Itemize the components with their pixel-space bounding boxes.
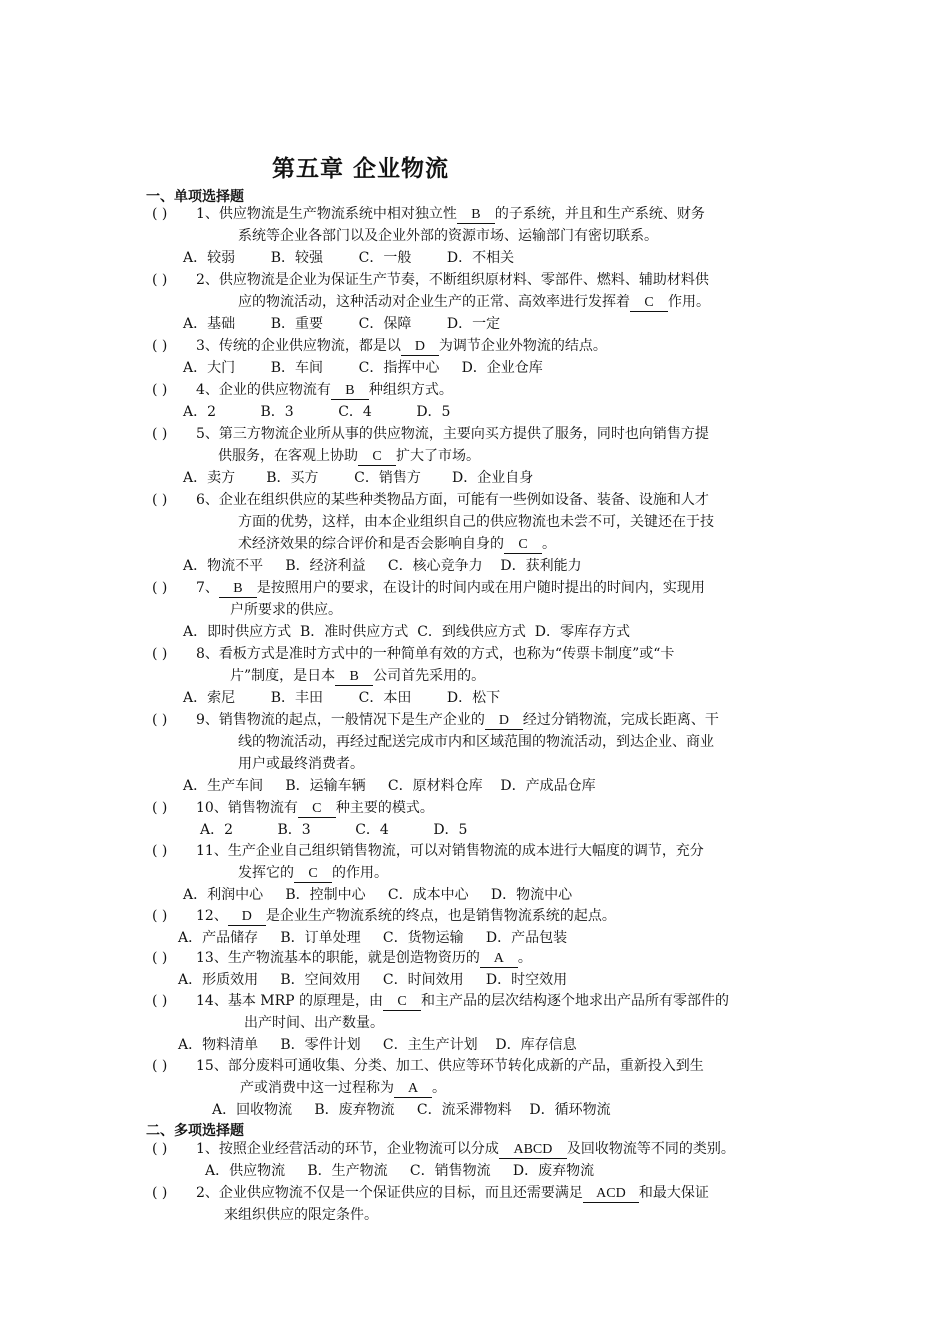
question-stem (196, 269, 808, 313)
question-stem (196, 1138, 808, 1160)
answer-parenthesis[interactable]: ( ) (152, 1185, 168, 1201)
question-text: 7、 (196, 580, 219, 596)
filled-answer-blank: ACD (583, 1185, 639, 1203)
question-text: 4、企业的供应物流有 (196, 382, 331, 398)
answer-options: A．较弱 B．较强 C．一般 D．不相关 (183, 250, 515, 266)
question-text: 1、供应物流是生产物流系统中相对独立性 (196, 206, 457, 222)
answer-options: A．利润中心 B．控制中心 C．成本中心 D．物流中心 (183, 887, 573, 903)
question-text: 作用。 (668, 294, 710, 310)
question-text: 系统等企业各部门以及企业外部的资源市场、运输部门有密切联系。 (238, 228, 658, 244)
question-text: 12、 (196, 908, 228, 924)
question-text: 的作用。 (332, 865, 388, 881)
answer-options: A．生产车间 B．运输车辆 C．原材料仓库 D．产成品仓库 (183, 778, 596, 794)
question-text: 为调节企业外物流的结点。 (438, 338, 607, 354)
question-text: 种组织方式。 (368, 382, 453, 398)
question-text: 5、第三方物流企业所从事的供应物流，主要向买方提供了服务，同时也向销售方提 (196, 426, 709, 442)
question-text: 产或消费中这一过程称为 (240, 1080, 394, 1096)
question-text: 是企业生产物流系统的终点，也是销售物流系统的起点。 (265, 908, 616, 924)
answer-parenthesis[interactable]: ( ) (152, 492, 168, 508)
question-text: 种主要的模式。 (335, 800, 434, 816)
question-text: 公司首先采用的。 (373, 668, 486, 684)
question-text: 经过分销物流，完成长距离、干 (522, 712, 719, 728)
question-text: 13、生产物流基本的职能，就是创造物资历的 (196, 950, 480, 966)
question-text: 出产时间、出产数量。 (244, 1015, 384, 1031)
filled-answer-blank: C (294, 865, 332, 883)
question-text: 和主产品的层次结构逐个地求出产品所有零部件的 (421, 993, 730, 1009)
filled-answer-blank: C (358, 448, 396, 466)
answer-parenthesis[interactable]: ( ) (152, 712, 168, 728)
question-text: 6、企业在组织供应的某些种类物品方面，可能有一些例如设备、装备、设施和人才 (196, 492, 709, 508)
answer-options: A．卖方 B．买方 C．销售方 D．企业自身 (183, 470, 534, 486)
filled-answer-blank: C (504, 536, 542, 554)
question-stem (196, 1182, 808, 1226)
question-text: 用户或最终消费者。 (238, 756, 364, 772)
answer-options: A．索尼 B．丰田 C．本田 D．松下 (183, 690, 501, 706)
question-text: 9、销售物流的起点，一般情况下是生产企业的 (196, 712, 485, 728)
question-text: 应的物流活动，这种活动对企业生产的正常、高效率进行发挥着 (238, 294, 630, 310)
question-stem (196, 840, 808, 884)
answer-parenthesis[interactable]: ( ) (152, 382, 168, 398)
answer-options: A．基础 B．重要 C．保障 D．一定 (183, 316, 501, 332)
question-text: 。 (542, 536, 556, 552)
question-text: 。 (517, 950, 532, 966)
filled-answer-blank: B (331, 382, 369, 400)
question-text: 3、传统的企业供应物流，都是以 (196, 338, 401, 354)
question-stem (196, 577, 808, 621)
answer-parenthesis[interactable]: ( ) (152, 206, 168, 222)
answer-options: A．即时供应方式 B．准时供应方式 C．到线供应方式 D．零库存方式 (183, 624, 631, 640)
answer-parenthesis[interactable]: ( ) (152, 646, 168, 662)
question-text: 2、企业供应物流不仅是一个保证供应的目标，而且还需要满足 (196, 1185, 583, 1201)
answer-parenthesis[interactable]: ( ) (152, 272, 168, 288)
filled-answer-blank: B (457, 206, 495, 224)
question-text: 片”制度，是日本 (230, 668, 336, 684)
answer-options: A．物流不平 B．经济利益 C．核心竞争力 D．获利能力 (183, 558, 582, 574)
answer-parenthesis[interactable]: ( ) (152, 950, 168, 966)
answer-parenthesis[interactable]: ( ) (152, 993, 168, 1009)
question-stem (196, 905, 808, 927)
question-stem (196, 1055, 808, 1099)
section-heading-multiple: 二、多项选择题 (146, 1123, 244, 1139)
answer-parenthesis[interactable]: ( ) (152, 1141, 168, 1157)
answer-parenthesis[interactable]: ( ) (152, 800, 168, 816)
question-text: 来组织供应的限定条件。 (224, 1207, 378, 1223)
question-text: 供服务，在客观上协助 (218, 448, 358, 464)
filled-answer-blank: C (298, 800, 336, 818)
question-text: 是按照用户的要求，在设计的时间内或在用户随时提出的时间内，实现用 (256, 580, 705, 596)
question-stem (196, 797, 808, 819)
answer-options: A．大门 B．车间 C．指挥中心 D．企业仓库 (183, 360, 543, 376)
question-stem (196, 423, 808, 467)
question-text: 。 (432, 1080, 446, 1096)
filled-answer-blank: C (383, 993, 421, 1011)
answer-options: A．2 B．3 C．4 D．5 (200, 822, 468, 838)
question-text: 户所要求的供应。 (230, 602, 342, 618)
question-stem (196, 947, 808, 969)
question-text: 和最大保证 (638, 1185, 709, 1201)
answer-options: A．产品储存 B．订单处理 C．货物运输 D．产品包装 (178, 930, 568, 946)
question-stem (196, 990, 808, 1034)
filled-answer-blank: A (394, 1080, 432, 1098)
answer-options: A．回收物流 B．废弃物流 C．流采滞物料 D．循环物流 (212, 1102, 611, 1118)
question-text: 11、生产企业自己组织销售物流，可以对销售物流的成本进行大幅度的调节，充分 (196, 843, 704, 859)
question-text: 2、供应物流是企业为保证生产节奏，不断组织原材料、零部件、燃料、辅助材料供 (196, 272, 709, 288)
filled-answer-blank: B (219, 580, 257, 598)
question-text: 发挥它的 (238, 865, 294, 881)
filled-answer-blank: D (228, 908, 266, 926)
question-text: 15、部分废料可通收集、分类、加工、供应等环节转化成新的产品，重新投入到生 (196, 1058, 704, 1074)
filled-answer-blank: B (335, 668, 373, 686)
filled-answer-blank: C (630, 294, 668, 312)
chapter-title: 第五章 企业物流 (272, 155, 450, 182)
question-text: 的子系统，并且和生产系统、财务 (494, 206, 705, 222)
question-stem (196, 379, 808, 401)
question-text: 8、看板方式是准时方式中的一种简单有效的方式，也称为“传票卡制度”或“卡 (196, 646, 675, 662)
filled-answer-blank: A (480, 950, 518, 968)
answer-parenthesis[interactable]: ( ) (152, 580, 168, 596)
question-text: 扩大了市场。 (396, 448, 480, 464)
answer-parenthesis[interactable]: ( ) (152, 426, 168, 442)
question-stem (196, 335, 808, 357)
answer-options: A．物料清单 B．零件计划 C．主生产计划 D．库存信息 (178, 1037, 577, 1053)
filled-answer-blank: D (401, 338, 439, 356)
question-text: 及回收物流等不同的类别。 (566, 1141, 735, 1157)
section-heading-single: 一、单项选择题 (146, 189, 244, 205)
answer-options: A．形质效用 B．空间效用 C．时间效用 D．时空效用 (178, 972, 568, 988)
answer-options: A．供应物流 B．生产物流 C．销售物流 D．废弃物流 (205, 1163, 595, 1179)
question-text: 线的物流活动，再经过配送完成市内和区域范围的物流活动，到达企业、商业 (238, 734, 714, 750)
answer-parenthesis[interactable]: ( ) (152, 338, 168, 354)
filled-answer-blank: D (485, 712, 523, 730)
question-text: 10、销售物流有 (196, 800, 298, 816)
filled-answer-blank: ABCD (499, 1141, 567, 1159)
question-text: 1、按照企业经营活动的环节，企业物流可以分成 (196, 1141, 499, 1157)
answer-parenthesis[interactable]: ( ) (152, 1058, 168, 1074)
question-text: 术经济效果的综合评价和是否会影响自身的 (238, 536, 504, 552)
question-stem (196, 203, 808, 247)
question-text: 14、基本 MRP 的原理是，由 (196, 993, 384, 1009)
question-stem (196, 643, 808, 687)
question-stem (196, 489, 808, 555)
question-text: 方面的优势，这样，由本企业组织自己的供应物流也未尝不可，关键还在于技 (238, 514, 714, 530)
answer-parenthesis[interactable]: ( ) (152, 843, 168, 859)
answer-options: A．2 B．3 C．4 D．5 (183, 404, 451, 420)
question-stem (196, 709, 808, 775)
answer-parenthesis[interactable]: ( ) (152, 908, 168, 924)
